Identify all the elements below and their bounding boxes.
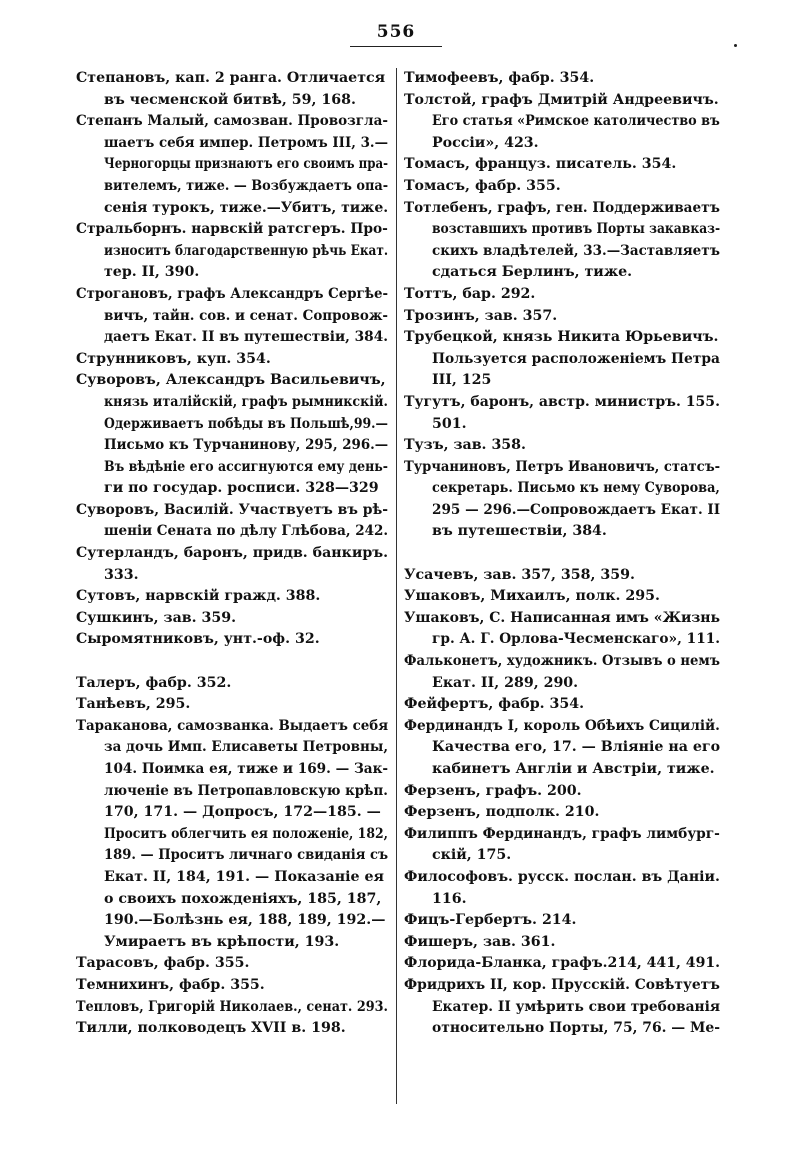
index-entry-line: Его статья «Римское католичество въ <box>432 113 720 130</box>
index-entry-line: скихъ владѣтелей, 33.—Заставляетъ <box>432 242 720 259</box>
index-entry-head: Строгановъ, графъ Александръ Сергѣе- <box>76 285 389 302</box>
index-entry-line: Въ вѣдѣніе его ассигнуются ему день- <box>104 458 388 475</box>
index-entry-line: износитъ благодарственную рѣчь Екат. <box>104 242 389 259</box>
index-entry-line: гр. А. Г. Орлова-Чесменскаго», 111. <box>432 631 721 648</box>
index-entry-head: Ушаковъ, Михаилъ, полк. 295. <box>404 588 660 605</box>
index-entry-head: Фейфертъ, фабр. 354. <box>404 696 585 713</box>
index-entry-head: Филиппъ Фердинандъ, графъ лимбург- <box>404 825 720 842</box>
index-entry <box>404 198 720 284</box>
index-entry-line: Черногорцы признаютъ его своимъ пра- <box>104 156 389 173</box>
index-entry-head: Фердинандъ I, король Обѣихъ Сицилій. <box>404 717 720 734</box>
index-entry <box>76 349 388 371</box>
index-entry <box>404 824 720 867</box>
index-entry-head: Тепловъ, Григорій Николаев., сенат. 293. <box>76 998 388 1015</box>
index-entry-line: возставшихъ противъ Порты закавказ- <box>432 221 721 238</box>
index-entry-line: Екатер. II умѣрить свои требованія <box>432 998 721 1015</box>
index-entry <box>76 586 388 608</box>
index-entry-head: Ушаковъ, С. Написанная имъ «Жизнь <box>404 609 721 626</box>
index-entry-head: Фишеръ, зав. 361. <box>404 933 556 950</box>
index-entry-head: Философовъ. русск. послан. въ Даніи. <box>404 868 720 885</box>
index-entry-line: секретарь. Письмо къ нему Суворова, <box>432 480 720 497</box>
left-column <box>76 68 388 1040</box>
index-entry-head: Стральборнъ. нарвскій ратсгеръ. Про- <box>76 221 388 238</box>
index-entry-line: шаетъ себя импер. Петромъ III, 3.— <box>104 134 389 151</box>
index-entry-line: вителемъ, тиже. — Возбуждаетъ опа- <box>104 177 389 194</box>
index-entry-head: Струнниковъ, куп. 354. <box>76 350 271 367</box>
index-entry-head: Фицъ-Гербертъ. 214. <box>404 912 577 929</box>
index-entry-line: 170, 171. — Допросъ, 172—185. — <box>104 804 381 821</box>
index-entry-line: 295 — 296.—Сопровождаетъ Екат. II <box>432 501 721 518</box>
index-entry <box>76 629 388 651</box>
index-entry-head: Сутерландъ, баронъ, придв. банкиръ. <box>76 545 389 562</box>
index-entry <box>76 716 388 954</box>
index-entry-head: Тилли, полководецъ XVII в. 198. <box>76 1020 346 1037</box>
index-entry <box>76 111 388 219</box>
index-entry-head: Томасъ, фабр. 355. <box>404 177 561 194</box>
index-entry-line: Качества его, 17. — Вліяніе на его <box>432 739 721 756</box>
index-entry-line: Одерживаетъ побѣды въ Польшѣ,99.— <box>104 415 388 432</box>
index-entry <box>76 997 388 1019</box>
index-entry-line: шеніи Сената по дѣлу Глѣбова, 242. <box>104 523 389 540</box>
index-entry <box>76 975 388 997</box>
index-entry-line: ги по государ. росписи. 328—329 <box>104 480 379 497</box>
index-entry-head: Талеръ, фабр. 352. <box>76 674 232 691</box>
index-entry-head: Тузъ, зав. 358. <box>404 437 526 454</box>
index-entry <box>404 154 720 176</box>
index-entry <box>404 457 720 543</box>
print-speck <box>734 44 737 47</box>
index-entry-head: Тимофеевъ, фабр. 354. <box>404 70 595 86</box>
index-entry-head: Тугутъ, баронъ, австр. министръ. 155. <box>404 393 720 410</box>
index-entry-line: скій, 175. <box>432 847 512 864</box>
index-entry-line: князь италійскій, графъ рымникскій. <box>104 393 388 410</box>
index-entry-line: сенія турокъ, тиже.—Убитъ, тиже. <box>104 199 389 216</box>
index-entry-line: 189. — Проситъ личнаго свиданія съ <box>104 847 389 864</box>
index-entry-head: Танѣевъ, 295. <box>76 696 191 713</box>
index-entry <box>404 327 720 392</box>
right-column <box>404 68 720 1040</box>
index-entry <box>404 975 720 1040</box>
index-entry <box>404 68 720 90</box>
index-entry <box>404 176 720 198</box>
page-number: 556 <box>376 22 416 42</box>
index-entry <box>76 1018 388 1040</box>
index-entry <box>404 651 720 694</box>
index-entry-head: Фальконетъ, художникъ. Отзывъ о немъ <box>404 653 720 670</box>
index-entry-head: Тоттъ, бар. 292. <box>404 285 536 302</box>
index-entry <box>76 370 388 500</box>
index-entry <box>404 953 720 975</box>
index-entry <box>76 68 388 111</box>
index-entry-line: вичъ, тайн. сов. и сенат. Сопровож- <box>104 307 389 324</box>
index-entry <box>404 586 720 608</box>
index-entry-head: Томасъ, француз. писатель. 354. <box>404 156 677 173</box>
section-gap <box>76 651 388 673</box>
index-entry <box>404 867 720 910</box>
index-entry-head: Флорида-Бланка, графъ.214, 441, 491. <box>404 955 721 972</box>
index-entry-line: кабинетъ Англіи и Австріи, тиже. <box>432 761 715 777</box>
index-entry <box>76 673 388 695</box>
index-entry-head: Степанъ Малый, самозван. Провозгла- <box>76 113 388 130</box>
index-entry-head: Ферзенъ, графъ. 200. <box>404 782 582 799</box>
index-entry-line: Екат. II, 184, 191. — Показаніе ея <box>104 868 384 885</box>
index-entry-line: Пользуется расположеніемъ Петра <box>432 350 720 367</box>
index-entry <box>76 694 388 716</box>
index-entry-line: въ путешествіи, 384. <box>432 523 607 540</box>
column-divider <box>396 68 397 1104</box>
index-entry <box>76 219 388 284</box>
index-entry-line: сдаться Берлинъ, тиже. <box>432 264 633 281</box>
index-entry <box>404 565 720 587</box>
index-entry-head: Толстой, графъ Дмитрій Андреевичъ. <box>404 91 719 108</box>
index-entry-head: Суворовъ, Василій. Участвуетъ въ рѣ- <box>76 501 389 518</box>
index-entry-line: 190.—Болѣзнь ея, 188, 189, 192.— <box>104 912 386 929</box>
index-entry-head: Трозинъ, зав. 357. <box>404 307 558 324</box>
index-entry <box>404 932 720 954</box>
index-entry-line: Проситъ облегчить ея положеніе, 182, <box>104 825 388 842</box>
index-entry <box>404 716 720 781</box>
header-rule <box>350 46 442 47</box>
index-entry-line: 333. <box>104 566 139 583</box>
index-entry <box>76 543 388 586</box>
index-entry-head: Сушкинъ, зав. 359. <box>76 609 237 626</box>
index-entry-head: Трубецкой, князь Никита Юрьевичъ. <box>404 329 719 346</box>
index-entry-line: 116. <box>432 890 467 907</box>
index-entry-head: Степановъ, кап. 2 ранга. Отличается <box>76 70 386 86</box>
index-entry-line: о своихъ похожденіяхъ, 185, 187, <box>104 890 382 907</box>
index-entry-head: Темнихинъ, фабр. 355. <box>76 976 265 993</box>
index-entry-line: Письмо къ Турчанинову, 295, 296.— <box>104 437 389 454</box>
index-entry-line: 104. Поимка ея, тиже и 169. — Зак- <box>104 761 389 777</box>
index-entry-line: даетъ Екат. II въ путешествіи, 384. <box>104 329 388 346</box>
section-gap <box>404 543 720 565</box>
index-entry-line: 501. <box>432 415 467 432</box>
index-entry-line: Россіи», 423. <box>432 134 539 151</box>
index-entry-head: Фридрихъ II, кор. Прусскій. Совѣтуетъ <box>404 976 720 993</box>
index-entry-head: Суворовъ, Александръ Васильевичъ, <box>76 372 386 389</box>
index-entry-head: Усачевъ, зав. 357, 358, 359. <box>404 566 635 583</box>
index-entry-head: Тараканова, самозванка. Выдаетъ себя <box>76 717 389 734</box>
index-entry <box>76 608 388 630</box>
index-entry <box>76 500 388 543</box>
index-entry <box>404 608 720 651</box>
index-entry-line: за дочь Имп. Елисаветы Петровны, <box>104 739 389 756</box>
index-entry-line: люченіе въ Петропавловскую крѣп. <box>104 782 388 799</box>
index-entry <box>76 953 388 975</box>
index-entry-head: Турчаниновъ, Петръ Ивановичъ, статсъ- <box>404 458 721 475</box>
index-entry <box>76 284 388 349</box>
index-entry <box>404 910 720 932</box>
index-entry <box>404 90 720 155</box>
index-entry <box>404 306 720 328</box>
index-entry-line: Екат. II, 289, 290. <box>432 674 579 691</box>
index-entry-head: Тарасовъ, фабр. 355. <box>76 955 250 972</box>
index-entry-head: Тотлебенъ, графъ, ген. Поддерживаетъ <box>404 199 720 216</box>
index-entry-line: III, 125 <box>432 372 492 389</box>
index-entry-line: въ чесменской битвѣ, 59, 168. <box>104 91 356 108</box>
index-entry-head: Ферзенъ, подполк. 210. <box>404 804 600 821</box>
index-entry-line: Умираетъ въ крѣпости, 193. <box>104 933 340 950</box>
index-entry <box>404 392 720 435</box>
index-entry-line: относительно Порты, 75, 76. — Ме- <box>432 1020 720 1037</box>
index-entry <box>404 694 720 716</box>
index-entry-line: тер. II, 390. <box>104 264 200 281</box>
index-entry <box>404 435 720 457</box>
index-entry <box>404 802 720 824</box>
index-entry-head: Сутовъ, нарвскій гражд. 388. <box>76 588 321 605</box>
index-entry <box>404 284 720 306</box>
index-entry <box>404 781 720 803</box>
index-entry-head: Сыромятниковъ, унт.-оф. 32. <box>76 631 320 648</box>
